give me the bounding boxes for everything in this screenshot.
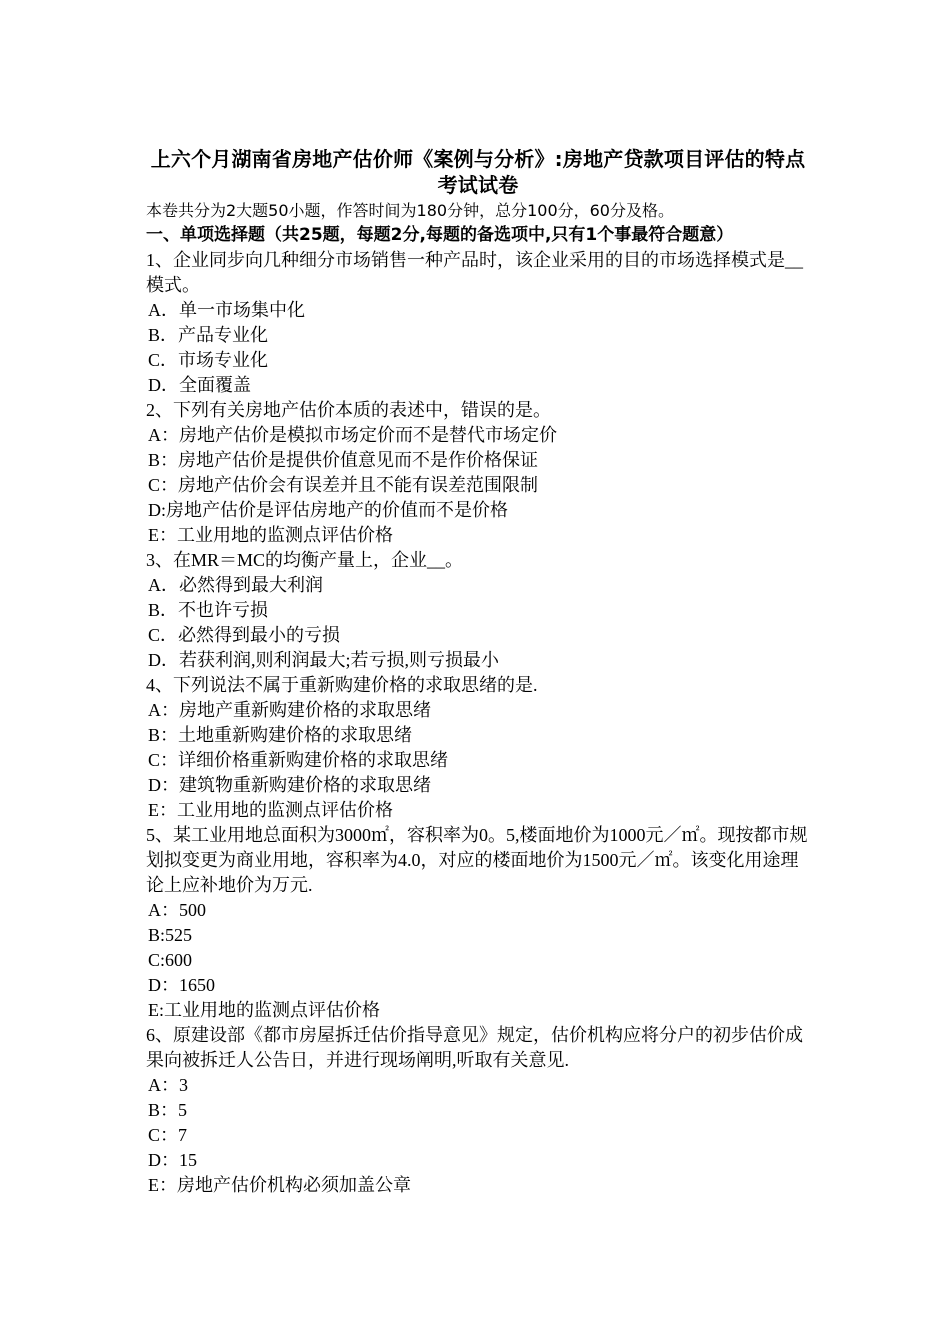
question-2 bbox=[146, 398, 810, 548]
question-3 bbox=[146, 548, 810, 673]
option-e: E：房地产估价机构必须加盖公章 bbox=[148, 1175, 411, 1195]
option-a: A：500 bbox=[148, 900, 206, 920]
option-c: C:600 bbox=[148, 950, 193, 970]
option-e: E：工业用地的监测点评估价格 bbox=[148, 800, 393, 820]
question-4 bbox=[146, 673, 810, 823]
option-d: D:房地产估价是评估房地产的价值而不是价格 bbox=[148, 500, 508, 520]
exam-intro: 本卷共分为2大题50小题，作答时间为180分钟，总分100分，60分及格。 bbox=[146, 201, 674, 220]
option-b: B：土地重新购建价格的求取思绪 bbox=[148, 725, 413, 745]
option-d: D．若获利润,则利润最大;若亏损,则亏损最小 bbox=[148, 650, 499, 670]
question-text: 3、在MR＝MC的均衡产量上，企业__。 bbox=[146, 550, 464, 570]
question-text: 6、原建设部《都市房屋拆迁估价指导意见》规定，估价机构应将分户的初步估价成果向被拆迁人公告日，并进行现场阐明,听取有关意见. bbox=[146, 1025, 803, 1070]
option-c: C：房地产估价会有误差并且不能有误差范围限制 bbox=[148, 475, 539, 495]
question-text: 4、下列说法不属于重新购建价格的求取思绪的是. bbox=[146, 675, 538, 695]
option-b: B．产品专业化 bbox=[148, 325, 269, 345]
question-text: 5、某工业用地总面积为3000㎡，容积率为0。5,楼面地价为1000元／㎡。现按都市规划拟变更为商业用地，容积率为4.0，对应的楼面地价为1500元／㎡。该变化用途理论上应补地价为万元. bbox=[146, 825, 808, 895]
option-c: C．必然得到最小的亏损 bbox=[148, 625, 341, 645]
option-a: A．单一市场集中化 bbox=[148, 300, 305, 320]
option-d: D：15 bbox=[148, 1150, 197, 1170]
option-a: A：房地产估价是模拟市场定价而不是替代市场定价 bbox=[148, 425, 557, 445]
question-5 bbox=[146, 823, 810, 1023]
question-6 bbox=[146, 1023, 810, 1198]
option-a: A：房地产重新购建价格的求取思绪 bbox=[148, 700, 431, 720]
document-title: 上六个月湖南省房地产估价师《案例与分析》:房地产贷款项目评估的特点考试试卷 bbox=[150, 147, 806, 197]
option-e: E：工业用地的监测点评估价格 bbox=[148, 525, 393, 545]
question-text: 2、下列有关房地产估价本质的表述中，错误的是。 bbox=[146, 400, 551, 420]
option-a: A：3 bbox=[148, 1075, 188, 1095]
option-b: B．不也许亏损 bbox=[148, 600, 269, 620]
option-d: D：建筑物重新购建价格的求取思绪 bbox=[148, 775, 431, 795]
option-d: D：1650 bbox=[148, 975, 215, 995]
option-b: B:525 bbox=[148, 925, 193, 945]
option-c: C：7 bbox=[148, 1125, 188, 1145]
option-e: E:工业用地的监测点评估价格 bbox=[148, 1000, 380, 1020]
option-c: C．市场专业化 bbox=[148, 350, 269, 370]
question-1 bbox=[146, 248, 810, 398]
option-a: A．必然得到最大利润 bbox=[148, 575, 323, 595]
option-d: D．全面覆盖 bbox=[148, 375, 251, 395]
option-b: B：5 bbox=[148, 1100, 188, 1120]
option-c: C：详细价格重新购建价格的求取思绪 bbox=[148, 750, 449, 770]
document-content bbox=[146, 146, 810, 1198]
section-heading: 一、单项选择题（共25题，每题2分,每题的备选项中,只有1个事最符合题意） bbox=[146, 225, 734, 245]
question-text: 1、企业同步向几种细分市场销售一种产品时，该企业采用的目的市场选择模式是__模式。 bbox=[146, 250, 803, 295]
option-b: B：房地产估价是提供价值意见而不是作价格保证 bbox=[148, 450, 539, 470]
